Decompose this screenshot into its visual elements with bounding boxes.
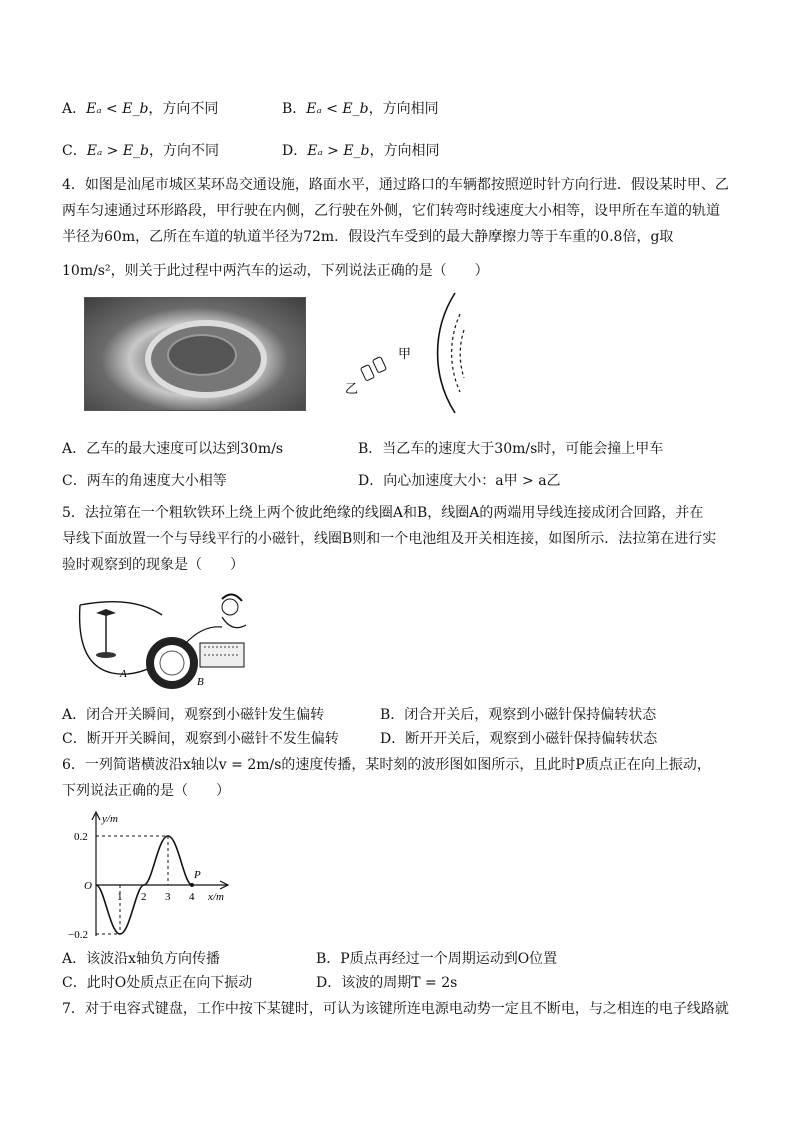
q5-option-a: A．闭合开关瞬间，观察到小磁针发生偏转	[62, 707, 325, 723]
q3-option-a: A．Eₐ < E_b，方向不同	[62, 101, 219, 117]
q4-option-c: C．两车的角速度大小相等	[62, 473, 227, 489]
q6-option-c: C．此时O处质点正在向下振动	[62, 975, 253, 991]
q3-option-c: C．Eₐ > E_b，方向不同	[62, 143, 220, 159]
roundabout-photo	[84, 297, 306, 411]
q5-option-c: C．断开开关瞬间，观察到小磁针不发生偏转	[62, 731, 339, 747]
q4-line-2: 两车匀速通过环形路段，甲行驶在内侧，乙行驶在外侧，它们转弯时线速度大小相等，设甲所在车道的轨道	[62, 203, 720, 219]
q4-line-1: 4．如图是汕尾市城区某环岛交通设施，路面水平，通过路口的车辆都按照逆时针方向行进．假设某时甲、乙	[62, 177, 729, 193]
wave-graph	[68, 808, 238, 943]
q4-option-b: B．当乙车的速度大于30m/s时，可能会撞上甲车	[358, 441, 664, 457]
q5-option-d: D．断开开关后，观察到小磁针保持偏转状态	[380, 731, 658, 747]
label-jia: 甲	[398, 346, 412, 361]
q4-option-a: A．乙车的最大速度可以达到30m/s	[62, 441, 284, 457]
q4-line-3: 半径为60m，乙所在车道的轨道半径为72m．假设汽车受到的最大静摩擦力等于车重的0.8倍，g取	[62, 229, 674, 245]
q3-option-b: B．Eₐ < E_b，方向相同	[282, 101, 439, 117]
y-tick-02: 0.2	[74, 831, 88, 843]
x-tick-4: 4	[189, 891, 195, 903]
q5-line-2: 导线下面放置一个与导线平行的小磁针，线圈B则和一个电池组及开关相连接，如图所示．法拉第在进行实	[62, 531, 717, 547]
y-axis-label: y/m	[102, 813, 118, 825]
q6-option-a: A．该波沿x轴负方向传播	[62, 951, 221, 967]
label-coil-a: A	[120, 668, 127, 680]
y-tick-neg02: −0.2	[68, 929, 88, 941]
point-p-label: P	[194, 869, 201, 881]
faraday-diagram	[72, 585, 252, 695]
x-axis-label: x/m	[208, 891, 224, 903]
q5-line-3: 验时观察到的现象是（ ）	[62, 557, 244, 573]
q6-line-1: 6．一列简谐横波沿x轴以v = 2m/s的速度传播，某时刻的波形图如图所示，且此时P质点正在向上振动，	[62, 757, 711, 773]
q6-line-2: 下列说法正确的是（ ）	[62, 783, 230, 799]
x-tick-3: 3	[165, 891, 171, 903]
q6-option-d: D．该波的周期T = 2s	[316, 975, 458, 991]
q4-option-d: D．向心加速度大小：a甲 > a乙	[358, 473, 561, 489]
q6-option-b: B．P质点再经过一个周期运动到O位置	[316, 951, 558, 967]
q5-option-b: B．闭合开关后，观察到小磁针保持偏转状态	[380, 707, 657, 723]
origin-label: O	[84, 880, 92, 892]
q7-line-1: 7．对于电容式键盘，工作中按下某键时，可认为该键所连电源电动势一定且不断电，与之相连的电子线路就	[62, 1001, 729, 1017]
label-yi: 乙	[345, 381, 359, 396]
q3-option-d: D．Eₐ > E_b，方向相同	[282, 143, 440, 159]
x-tick-2: 2	[141, 891, 147, 903]
roundabout-diagram	[330, 288, 470, 418]
q5-line-1: 5．法拉第在一个粗软铁环上绕上两个彼此绝缘的线圈A和B，线圈A的两端用导线连接成闭合回路，并在	[62, 505, 704, 521]
q4-line-4: 10m/s²，则关于此过程中两汽车的运动，下列说法正确的是（ ）	[62, 263, 489, 279]
x-tick-1: 1	[117, 891, 123, 903]
label-coil-b: B	[197, 676, 204, 688]
